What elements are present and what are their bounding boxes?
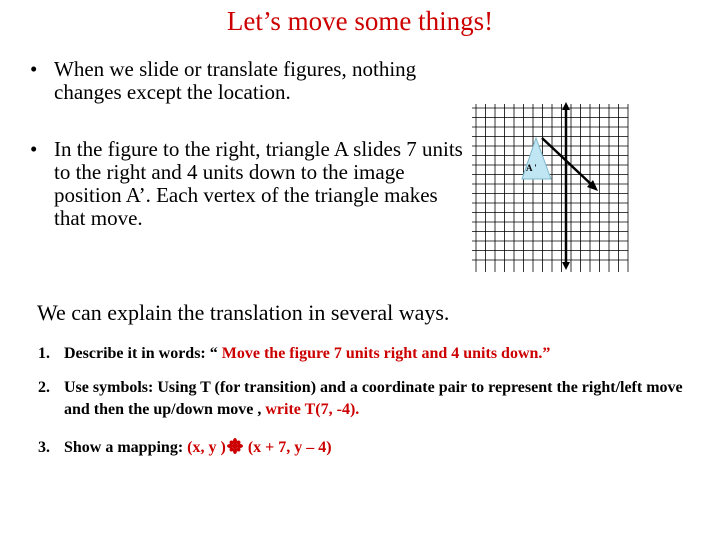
step-label: Describe it in words: “	[64, 345, 222, 362]
bullet-text: In the figure to the right, triangle A slides 7 units to the right and 4 units down to the image position A’. Each vertex of the triangle makes that move.	[54, 137, 463, 230]
step-highlight: write T(7, -4).	[265, 401, 360, 418]
y-axis-arrow-up	[562, 102, 570, 110]
step-number: 3.	[38, 439, 50, 456]
page-title: Let’s move some things!	[226, 6, 494, 36]
explain-heading: We can explain the translation in several ways.	[37, 300, 450, 325]
mapping-from: (x, y )	[187, 439, 226, 456]
flower-arrow-icon	[226, 438, 244, 454]
coordinate-grid-figure	[470, 102, 630, 274]
bullet-marker: •	[30, 57, 38, 81]
grid-lines	[472, 104, 628, 272]
bullet-marker: •	[30, 137, 38, 161]
mapping-to: (x + 7, y – 4)	[243, 439, 332, 456]
step-number: 1.	[38, 345, 50, 362]
step-label: Use symbols: Using T (for transition) and a coordinate pair to represent the right/left move and then the up/down move ,	[64, 379, 683, 418]
step-label: Show a mapping:	[64, 439, 188, 456]
triangle-label: A '	[526, 163, 537, 173]
step-number: 2.	[38, 379, 50, 396]
y-axis-arrow-down	[562, 262, 570, 270]
step-closing-quote: ”	[542, 345, 551, 362]
step-highlight: Move the figure 7 units right and 4 units down.	[221, 345, 543, 362]
bullet-text: When we slide or translate figures, nothing changes except the location.	[54, 57, 417, 104]
